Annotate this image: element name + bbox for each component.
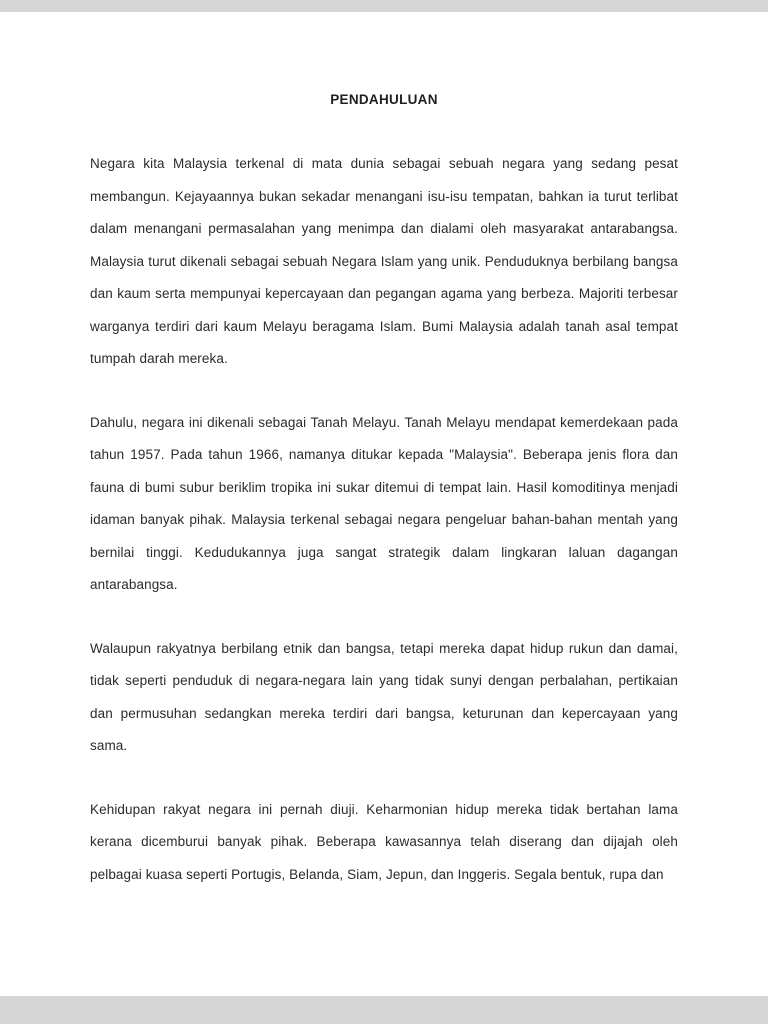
paragraph-2: Dahulu, negara ini dikenali sebagai Tanah Melayu. Tanah Melayu mendapat kemerdekaan pada tahun 1957. Pada tahun 1966, namanya ditukar kepada "Malaysia". Beberapa jenis flora dan fauna di bumi subur beriklim tropika ini sukar ditemui di tempat lain. Hasil komoditinya menjadi idaman banyak pihak. Malaysia terkenal sebagai negara pengeluar bahan-bahan mentah yang bernilai tinggi. Kedudukannya juga sangat strategik dalam lingkaran laluan dagangan antarabangsa.	[90, 414, 678, 592]
document-title: PENDAHULUAN	[330, 92, 438, 107]
document-page	[0, 12, 768, 996]
paragraph-1: Negara kita Malaysia terkenal di mata dunia sebagai sebuah negara yang sedang pesat membangun. Kejayaannya bukan sekadar menangani isu-isu tempatan, bahkan ia turut terlibat dalam menangani permasalahan yang menimpa dan dialami oleh masyarakat antarabangsa. Malaysia turut dikenali sebagai sebuah Negara Islam yang unik. Penduduknya berbilang bangsa dan kaum serta mempunyai kepercayaan dan pegangan agama yang berbeza. Majoriti terbesar warganya terdiri dari kaum Melayu beragama Islam. Bumi Malaysia adalah tanah asal tempat tumpah darah mereka.	[90, 156, 678, 366]
paragraph-3: Walaupun rakyatnya berbilang etnik dan bangsa, tetapi mereka dapat hidup rukun dan damai, tidak seperti penduduk di negara-negara lain yang tidak sunyi dengan perbalahan, pertikaian dan permusuhan sedangkan mereka terdiri dari bangsa, keturunan dan kepercayaan yang sama.	[90, 640, 678, 753]
paragraph-4: Kehidupan rakyat negara ini pernah diuji. Keharmonian hidup mereka tidak bertahan lama kerana dicemburui banyak pihak. Beberapa kawasannya telah diserang dan dijajah oleh pelbagai kuasa seperti Portugis, Belanda, Siam, Jepun, dan Inggeris. Segala bentuk, rupa dan	[90, 801, 678, 882]
